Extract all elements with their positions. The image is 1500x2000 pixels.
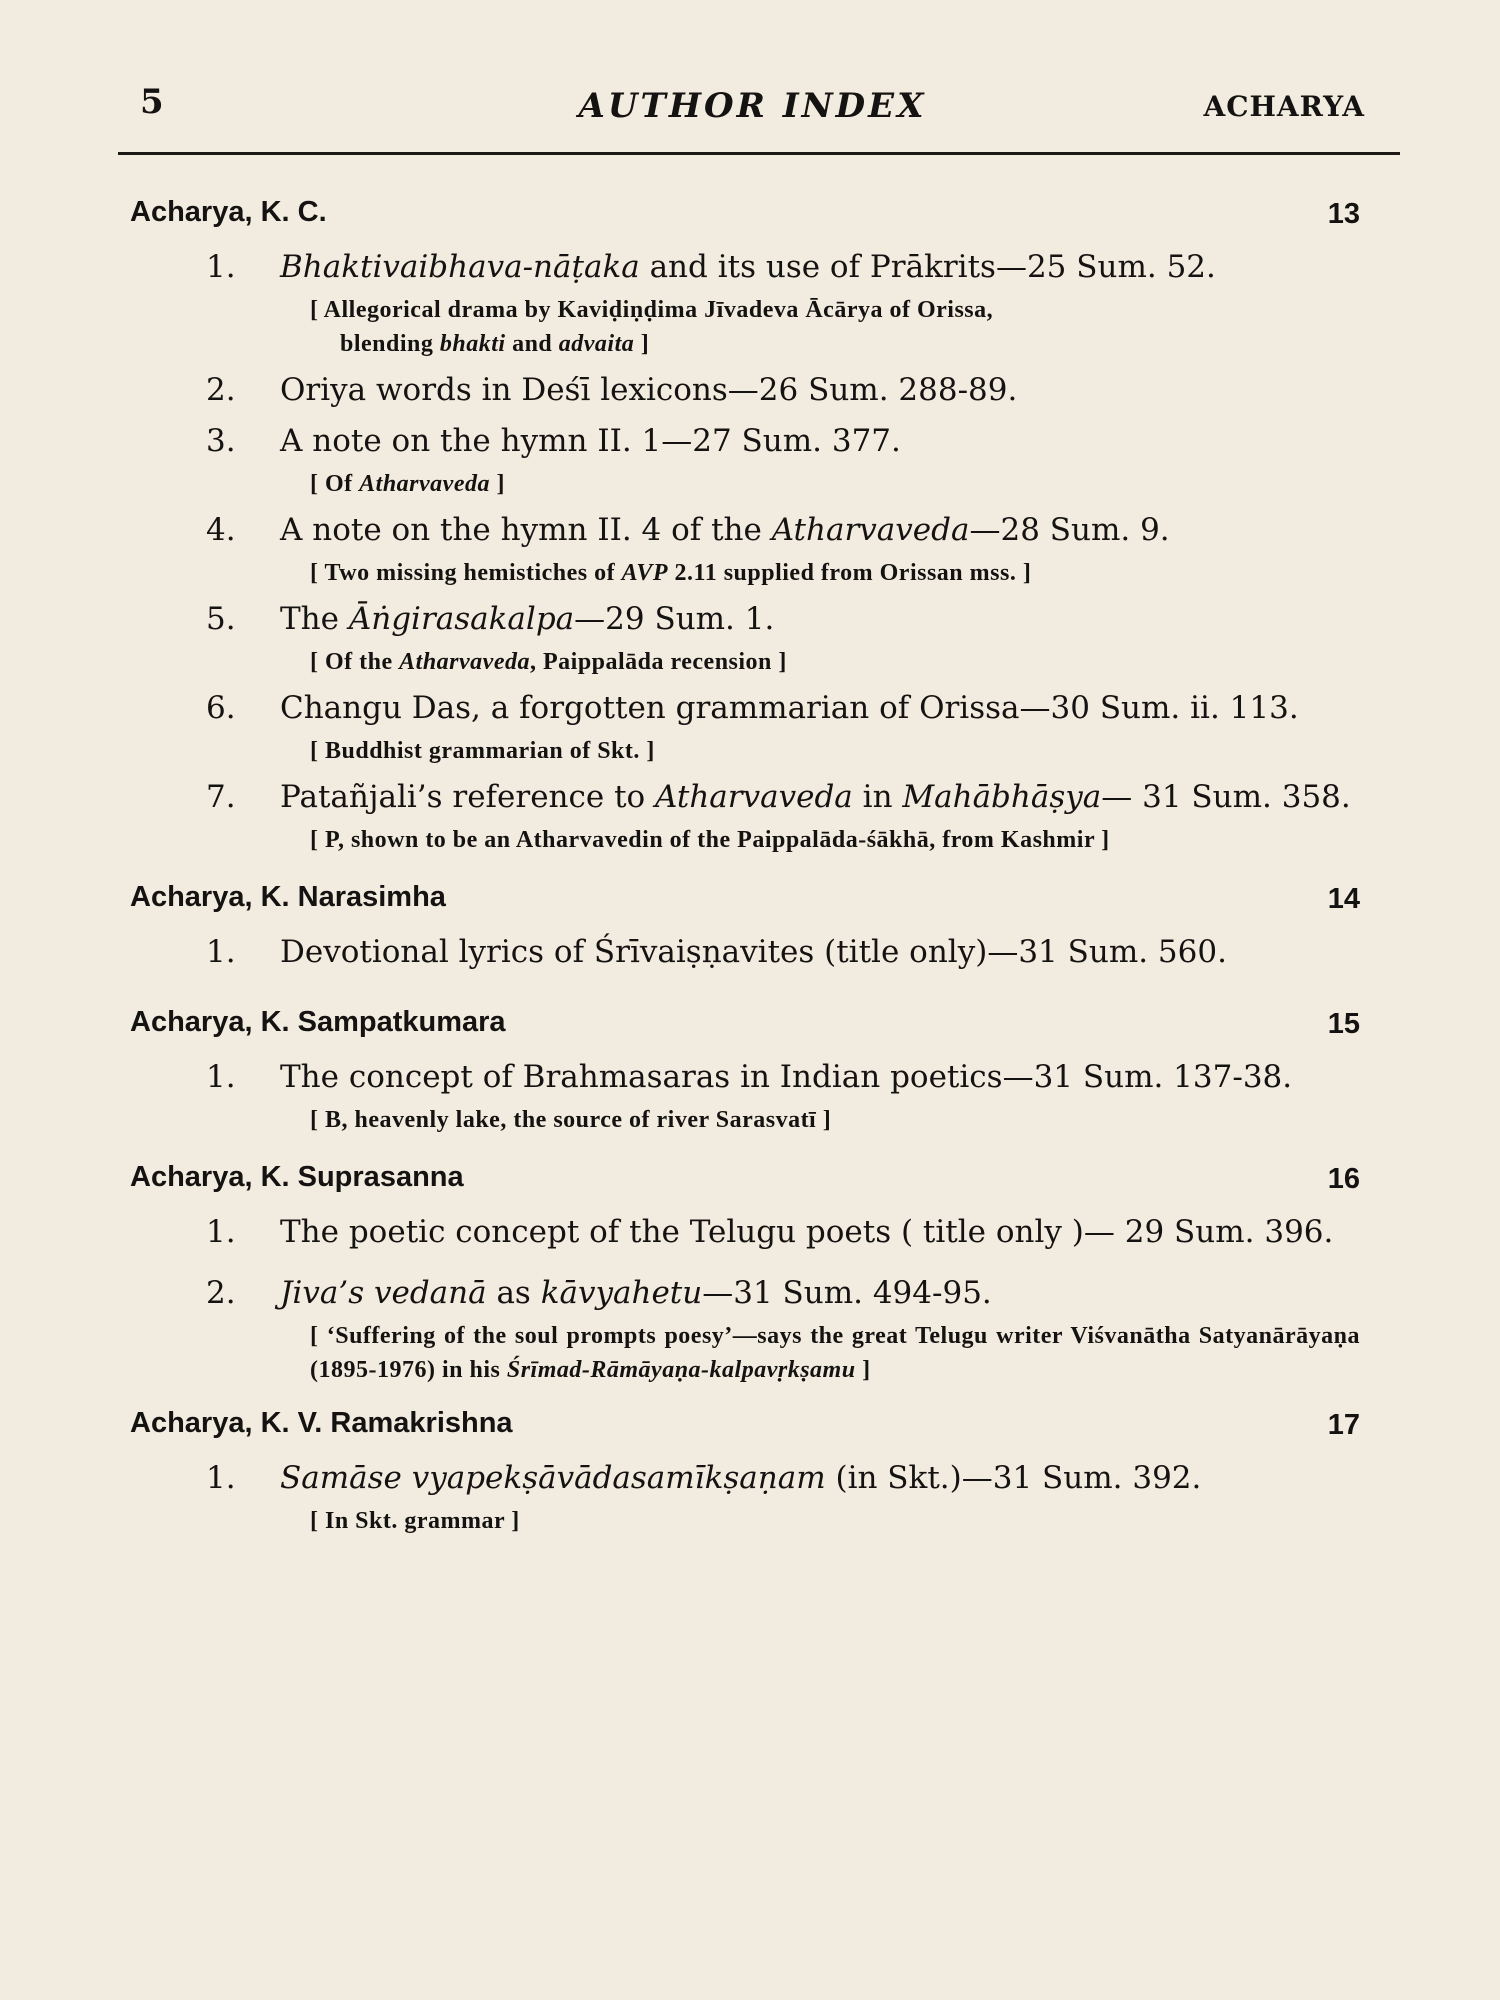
- entry-number: 1.: [206, 1059, 236, 1095]
- entry-number: 6.: [206, 690, 236, 726]
- author-number: 14: [1327, 883, 1360, 915]
- entry-number: 5.: [206, 601, 236, 637]
- entry-title: The concept of Brahmasaras in Indian poetics—31 Sum. 137-38.: [280, 1059, 1293, 1095]
- entry-title: Bhaktivaibhava-nāṭaka and its use of Prākrits—25 Sum. 52.: [280, 249, 1216, 285]
- author-heading: [130, 1000, 1360, 1048]
- author-heading: [130, 1155, 1360, 1203]
- page-number: 5: [140, 82, 164, 122]
- author-name: Acharya, K. Narasimha: [130, 881, 446, 913]
- entry: [130, 687, 1360, 730]
- entry-number: 2.: [206, 1275, 236, 1311]
- entry: [130, 1056, 1360, 1099]
- author-number: 16: [1327, 1163, 1360, 1195]
- entry: [130, 1211, 1360, 1254]
- entry: [130, 776, 1360, 819]
- entry-note: [ P, shown to be an Atharvavedin of the Paippalāda-śākhā, from Kashmir ]: [310, 827, 1110, 853]
- author-heading: [130, 875, 1360, 923]
- entry-note: [ Of Atharvaveda ]: [310, 471, 505, 497]
- entry-title: Jiva’s vedanā as kāvyahetu—31 Sum. 494-95.: [280, 1275, 992, 1311]
- running-head: ACHARYA: [1203, 90, 1365, 123]
- author-name: Acharya, K. C.: [130, 196, 327, 228]
- author-number: 13: [1327, 198, 1360, 230]
- entry-note: [ ‘Suffering of the soul prompts poesy’—says the great Telugu writer Viśvanātha Satyanārāyaṇa (1895-1976) in his Śrīmad-Rāmāyaṇa-kalpavṛkṣamu ]: [310, 1323, 1360, 1383]
- entry: [130, 420, 1360, 463]
- entry-number: 3.: [206, 423, 236, 459]
- entry: [130, 931, 1360, 974]
- entry-title: Oriya words in Deśī lexicons—26 Sum. 288-89.: [280, 372, 1018, 408]
- header-rule: [118, 152, 1400, 155]
- entry-title: A note on the hymn II. 4 of the Atharvaveda—28 Sum. 9.: [280, 512, 1170, 548]
- author-heading: [130, 190, 1360, 238]
- entry-note: [ Two missing hemistiches of AVP 2.11 supplied from Orissan mss. ]: [310, 560, 1032, 586]
- entry-note: [ Allegorical drama by Kaviḍiṇḍima Jīvadeva Ācārya of Orissa, blending bhakti and advaita ]: [310, 297, 994, 357]
- entry-number: 1.: [206, 1460, 236, 1496]
- entry-number: 1.: [206, 934, 236, 970]
- page-header: [140, 82, 1365, 132]
- entry: [130, 598, 1360, 641]
- author-name: Acharya, K. Sampatkumara: [130, 1006, 506, 1038]
- page-title: AUTHOR INDEX: [578, 86, 927, 126]
- entry-note: [ In Skt. grammar ]: [310, 1508, 520, 1534]
- entry-note: [ Buddhist grammarian of Skt. ]: [310, 738, 655, 764]
- author-number: 17: [1327, 1409, 1360, 1441]
- entry-number: 7.: [206, 779, 236, 815]
- entry-number: 1.: [206, 249, 236, 285]
- entry-number: 2.: [206, 372, 236, 408]
- entry-title: Devotional lyrics of Śrīvaiṣṇavites (title only)—31 Sum. 560.: [280, 934, 1227, 970]
- entry: [130, 1457, 1360, 1500]
- entry-title: The poetic concept of the Telugu poets ( title only )— 29 Sum. 396.: [280, 1214, 1334, 1250]
- entry-title: Patañjali’s reference to Atharvaveda in Mahābhāṣya— 31 Sum. 358.: [280, 779, 1351, 815]
- entry-title: The Āṅgirasakalpa—29 Sum. 1.: [280, 601, 775, 637]
- entry: [130, 1272, 1360, 1315]
- entry-number: 4.: [206, 512, 236, 548]
- author-name: Acharya, K. V. Ramakrishna: [130, 1407, 513, 1439]
- entry: [130, 369, 1360, 412]
- author-number: 15: [1327, 1008, 1360, 1040]
- entry-title: Changu Das, a forgotten grammarian of Orissa—30 Sum. ii. 113.: [280, 690, 1299, 726]
- entry-number: 1.: [206, 1214, 236, 1250]
- entry: [130, 509, 1360, 552]
- author-index: [130, 180, 1360, 1546]
- author-name: Acharya, K. Suprasanna: [130, 1161, 464, 1193]
- entry-title: Samāse vyapekṣāvādasamīkṣaṇam (in Skt.)—31 Sum. 392.: [280, 1460, 1202, 1496]
- entry-note: [ B, heavenly lake, the source of river Sarasvatī ]: [310, 1107, 832, 1133]
- entry-title: A note on the hymn II. 1—27 Sum. 377.: [280, 423, 901, 459]
- author-heading: [130, 1401, 1360, 1449]
- entry-note: [ Of the Atharvaveda, Paippalāda recension ]: [310, 649, 787, 675]
- entry: [130, 246, 1360, 289]
